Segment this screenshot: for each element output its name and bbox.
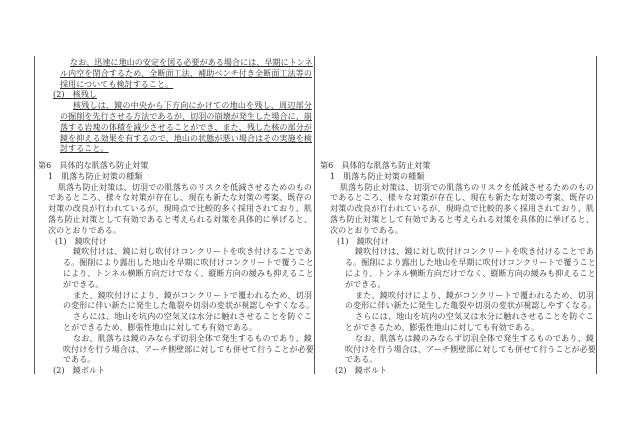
text-line: の変形に伴い新たに発生した亀裂や切羽の変状が視認しやすくなる。	[63, 301, 315, 311]
text-line: なお、肌落ちは鏡のみならず切羽全体で発生するものであり、鏡	[355, 333, 594, 343]
text-line: とができるため、膨張性地山に対しても有効である。	[345, 323, 540, 332]
table-border-right	[596, 56, 597, 374]
text-line: 1 肌落ち防止対策の種類	[48, 171, 143, 181]
text-line: さらには、地山を坑内の空気又は水分に触れさせることを防ぐこ	[355, 312, 594, 322]
text-line: の掘削を先行させる方法であるが、切羽の崩壊が発生した場合に、崩	[60, 112, 312, 121]
text-line: 対策の改良が行われているが、現時点で比較的多く採用されており、肌	[330, 204, 594, 214]
text-line: 肌落ち防止対策は、切羽での肌落ちのリスクを低減させるためのもの	[58, 182, 312, 192]
text-line: 対策の改良が行われているが、現時点で比較的多く採用されており、肌	[48, 204, 312, 214]
text-line: 落ち防止対策として有効であると考えられる対策を具体的に挙げると、	[330, 215, 594, 224]
text-line: さらには、地山を坑内の空気又は水分に触れさせることを防ぐこ	[73, 312, 312, 322]
text-line: 吹付けを行う場合は、アーチ側壁部に対しても併せて行うことが必要	[63, 344, 314, 354]
text-line: 採用についても検討すること。	[60, 79, 174, 89]
text-line: る。掘削により露出した地山を早期に吹付けコンクリートで覆うこと	[345, 258, 596, 268]
text-line: また、鏡吹付けにより、鏡がコンクリートで覆われるため、切羽	[355, 290, 594, 300]
text-line: 次のとおりである。	[48, 225, 121, 235]
text-line: なお、肌落ちは鏡のみならず切羽全体で発生するものであり、鏡	[73, 333, 312, 343]
text-line: 落する岩塊の体積を減少させることができ、また、残した核の部分が	[60, 122, 312, 132]
text-line: である。	[63, 355, 96, 365]
text-line: 吹付けを行う場合は、アーチ側壁部に対しても併せて行うことが必要	[345, 344, 596, 354]
text-line: (1) 鏡吹付け	[337, 236, 390, 246]
text-line: である。	[345, 355, 378, 365]
text-line: 第6 具体的な肌落ち防止対策	[38, 161, 149, 170]
text-line: る。掘削により露出した地山を早期に吹付けコンクリートで覆うこと	[63, 258, 314, 268]
text-line: であるところ、様々な対策が存在し、現在も新たな対策の考案、既存の	[48, 193, 312, 203]
text-line: (2) 鏡ボルト	[335, 366, 388, 376]
text-line: 鏡吹付けは、鏡に対し吹付けコンクリートを吹き付けることであ	[355, 247, 594, 257]
text-line: とができるため、膨張性地山に対しても有効である。	[63, 323, 258, 332]
text-line: 第6 具体的な肌落ち防止対策	[320, 161, 431, 170]
text-line: 肌落ち防止対策は、切羽での肌落ちのリスクを低減させるためのもの	[340, 182, 594, 192]
text-line: (2) 鏡ボルト	[53, 366, 106, 376]
text-line: であるところ、様々な対策が存在し、現在も新たな対策の考案、既存の	[330, 193, 594, 203]
text-line: 討すること。	[60, 144, 109, 154]
text-line: の変形に伴い新たに発生した亀裂や切羽の変状が視認しやすくなる。	[345, 301, 597, 311]
text-line: 鏡を抑える効果を有するので、地山の状態が悪い場合はその実施を検	[60, 133, 312, 143]
text-line: また、鏡吹付けにより、鏡がコンクリートで覆われるため、切羽	[73, 290, 312, 300]
text-line: ル内空を閉合するため、全断面工法、補助ベンチ付き全断面工法等の	[60, 68, 312, 78]
text-line: 次のとおりである。	[330, 225, 403, 235]
text-line: により、トンネル横断方向だけでなく、縦断方向の緩みも抑えること	[345, 269, 596, 278]
table-border-middle	[314, 56, 315, 374]
text-line: なお、迅速に地山の安定を図る必要がある場合には、早期にトンネ	[70, 58, 313, 67]
text-line: 鏡吹付けは、鏡に対し吹付けコンクリートを吹き付けることであ	[73, 247, 312, 257]
table-border-left	[34, 56, 35, 374]
text-line: (1) 鏡吹付け	[55, 236, 108, 246]
text-line: (2) 核残し	[53, 90, 98, 100]
text-line: 落ち防止対策として有効であると考えられる対策を具体的に挙げると、	[48, 215, 312, 224]
text-line: 1 肌落ち防止対策の種類	[330, 171, 425, 181]
text-line: 核残しは、鏡の中央から下方向にかけての地山を残し、周辺部分	[73, 101, 312, 111]
text-line: ができる。	[63, 279, 104, 289]
text-line: により、トンネル横断方向だけでなく、縦断方向の緩みも抑えること	[63, 269, 314, 278]
text-line: ができる。	[345, 279, 386, 289]
